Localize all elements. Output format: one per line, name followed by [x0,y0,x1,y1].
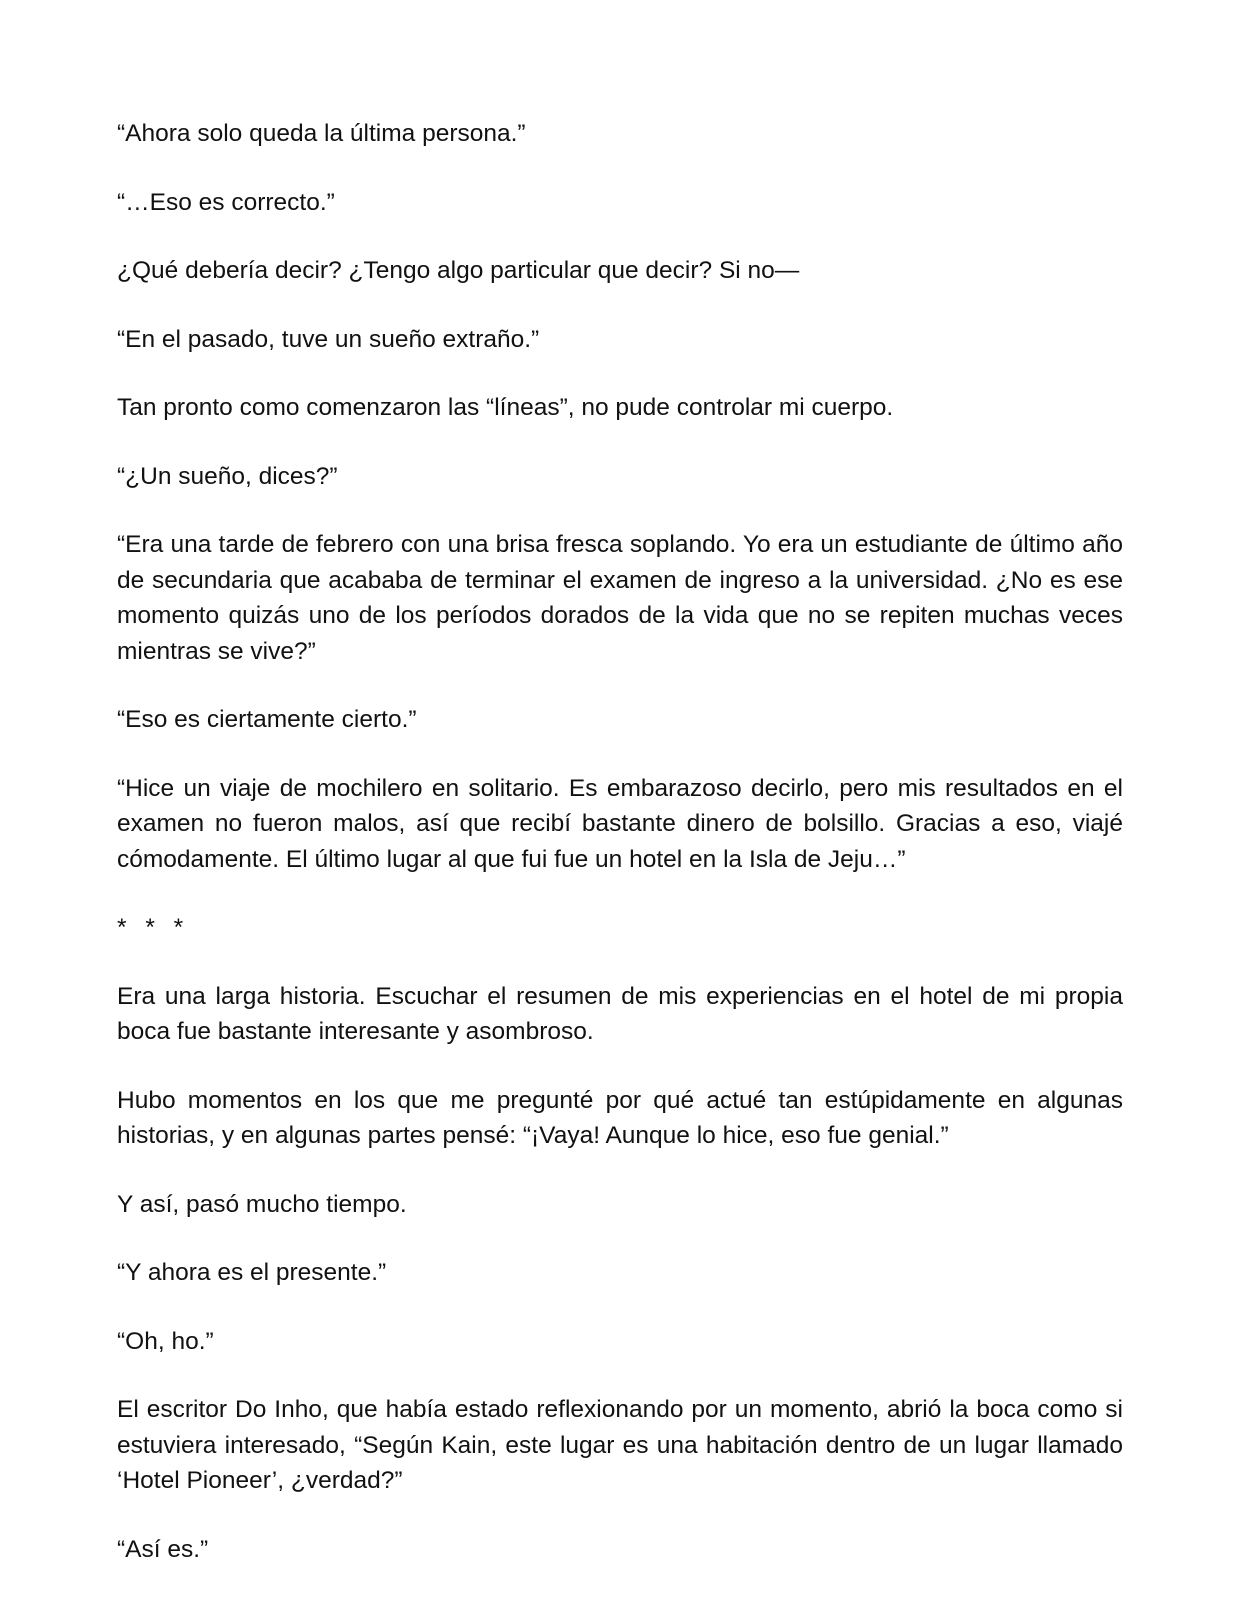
paragraph-12: Hubo momentos en los que me pregunté por qué actué tan estúpidamente en algunas historias, y en algunas partes pensé: “¡Vaya! Aunque lo hice, eso fue genial.” [117,1086,1123,1149]
paragraph-13: Y así, pasó mucho tiempo. [117,1190,407,1218]
paragraph-2: “…Eso es correcto.” [117,188,335,216]
paragraph-17: “Así es.” [117,1535,209,1563]
paragraph-8: “Eso es ciertamente cierto.” [117,706,417,733]
paragraph-4: “En el pasado, tuve un sueño extraño.” [117,325,540,353]
paragraph-6: “¿Un sueño, dices?” [117,462,338,490]
paragraph-16: El escritor Do Inho, que había estado reflexionando por un momento, abrió la boca como si estuviera interesado, “Según Kain, este lugar es una habitación dentro de un lugar llamado ‘Hotel Pioneer’, ¿verdad?” [117,1396,1123,1494]
paragraph-7: “Era una tarde de febrero con una brisa fresca soplando. Yo era un estudiante de último año de secundaria que acababa de terminar el examen de ingreso a la universidad. ¿No es ese momento quizás uno de los períodos dorados de la vida que no se repiten muchas veces mientras se vive?” [117,531,1123,665]
paragraph-9: “Hice un viaje de mochilero en solitario. Es embarazoso decirlo, pero mis resultados en el examen no fueron malos, así que recibí bastante dinero de bolsillo. Gracias a eso, viajé cómodamente. El último lugar al que fui fue un hotel en la Isla de Jeju…” [117,774,1123,873]
paragraph-11: Era una larga historia. Escuchar el resumen de mis experiencias en el hotel de mi propia boca fue bastante interesante y asombroso. [117,982,1123,1045]
section-separator: * * * [117,914,190,941]
paragraph-3: ¿Qué debería decir? ¿Tengo algo particular que decir? Si no— [117,257,800,284]
paragraph-15: “Oh, ho.” [117,1327,214,1355]
document-page [117,116,1123,1600]
paragraph-14: “Y ahora es el presente.” [117,1259,387,1286]
paragraph-5: Tan pronto como comenzaron las “líneas”, no pude controlar mi cuerpo. [117,394,894,421]
paragraph-1: “Ahora solo queda la última persona.” [117,120,526,147]
